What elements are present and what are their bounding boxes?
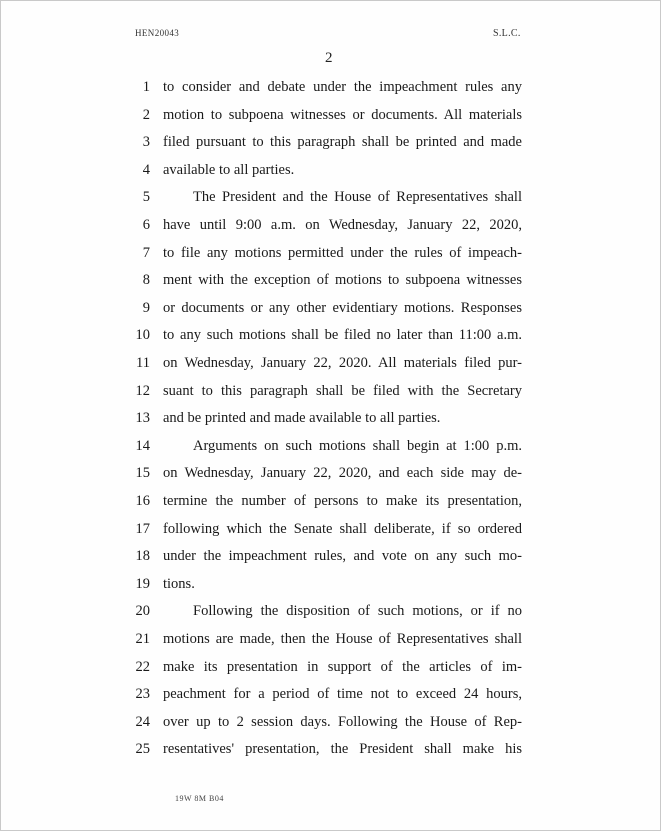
- line-number: 9: [142, 299, 150, 316]
- line-text: peachment for a period of time not to exceed 24 hours,: [163, 686, 522, 703]
- line-text: to consider and debate under the impeachment rules any: [163, 79, 522, 95]
- line-number: 13: [135, 410, 150, 427]
- text-line: [1, 631, 660, 651]
- text-line: [1, 438, 660, 458]
- line-number: 25: [135, 741, 150, 758]
- text-line: [1, 327, 660, 347]
- text-line: [1, 300, 660, 320]
- text-line: [1, 355, 660, 375]
- line-number: 20: [135, 603, 150, 620]
- text-line: [1, 659, 660, 679]
- line-text: filed pursuant to this paragraph shall be printed and made: [163, 134, 522, 151]
- line-text: under the impeachment rules, and vote on any such mo-: [163, 548, 522, 565]
- page-number: 2: [325, 50, 333, 66]
- text-line: [1, 521, 660, 541]
- footer-code: 19W 8M B04: [175, 794, 224, 803]
- line-number: 15: [135, 465, 150, 482]
- line-text: tions.: [163, 575, 195, 592]
- line-number: 18: [135, 548, 150, 565]
- line-number: 23: [135, 686, 150, 703]
- text-line: [1, 741, 660, 761]
- line-number: 14: [135, 437, 150, 454]
- document-id: HEN20043: [135, 28, 180, 38]
- line-text: suant to this paragraph shall be filed with the Secretary: [163, 382, 522, 399]
- text-line: [1, 576, 660, 596]
- line-text: ment with the exception of motions to subpoena witnesses: [163, 272, 522, 289]
- text-line: [1, 686, 660, 706]
- line-text: and be printed and made available to all parties.: [163, 410, 441, 427]
- line-text: termine the number of persons to make its presentation,: [163, 493, 522, 509]
- text-line: [1, 189, 660, 209]
- line-text: available to all parties.: [163, 161, 295, 178]
- line-number: 24: [135, 713, 150, 730]
- line-text: Following the disposition of such motions, or if no: [193, 603, 522, 620]
- line-text: make its presentation in support of the articles of im-: [163, 658, 522, 675]
- line-text: to any such motions shall be filed no later than 11:00 a.m.: [163, 327, 522, 344]
- text-line: [1, 272, 660, 292]
- line-number: 4: [142, 161, 150, 178]
- text-line: [1, 134, 660, 154]
- line-number: 19: [135, 575, 150, 592]
- line-text: or documents or any other evidentiary motions. Responses: [163, 299, 522, 316]
- text-line: [1, 217, 660, 237]
- line-text: resentatives' presentation, the President shall make his: [163, 741, 522, 758]
- line-text: have until 9:00 a.m. on Wednesday, January 22, 2020,: [163, 217, 522, 233]
- line-number: 8: [142, 272, 150, 289]
- line-text: motions are made, then the House of Representatives shall: [163, 631, 522, 647]
- line-number: 5: [142, 189, 150, 206]
- line-number: 7: [142, 244, 150, 261]
- text-line: [1, 465, 660, 485]
- line-number: 3: [142, 134, 150, 151]
- text-line: [1, 162, 660, 182]
- line-number: 2: [142, 106, 150, 123]
- text-line: [1, 107, 660, 127]
- text-line: [1, 79, 660, 99]
- line-text: motion to subpoena witnesses or documents. All materials: [163, 106, 522, 123]
- line-number: 21: [135, 631, 150, 647]
- line-text: Arguments on such motions shall begin at 1:00 p.m.: [193, 437, 522, 454]
- line-text: on Wednesday, January 22, 2020, and each side may de-: [163, 465, 522, 482]
- text-line: [1, 383, 660, 403]
- line-text: over up to 2 session days. Following the House of Rep-: [163, 713, 522, 730]
- text-line: [1, 245, 660, 265]
- line-number: 17: [135, 520, 150, 537]
- line-number: 22: [135, 658, 150, 675]
- line-text: on Wednesday, January 22, 2020. All materials filed pur-: [163, 355, 522, 371]
- line-number: 11: [136, 355, 150, 371]
- line-number: 10: [135, 327, 150, 344]
- text-line: [1, 548, 660, 568]
- office-code: S.L.C.: [493, 28, 521, 39]
- line-text: following which the Senate shall deliberate, if so ordered: [163, 520, 522, 537]
- line-number: 6: [142, 217, 150, 233]
- line-number: 1: [142, 79, 150, 95]
- line-number: 16: [135, 493, 150, 509]
- text-line: [1, 714, 660, 734]
- text-line: [1, 493, 660, 513]
- line-text: to file any motions permitted under the rules of impeach-: [163, 244, 522, 261]
- line-number: 12: [135, 382, 150, 399]
- line-text: The President and the House of Representatives shall: [193, 189, 522, 206]
- text-line: [1, 410, 660, 430]
- text-line: [1, 603, 660, 623]
